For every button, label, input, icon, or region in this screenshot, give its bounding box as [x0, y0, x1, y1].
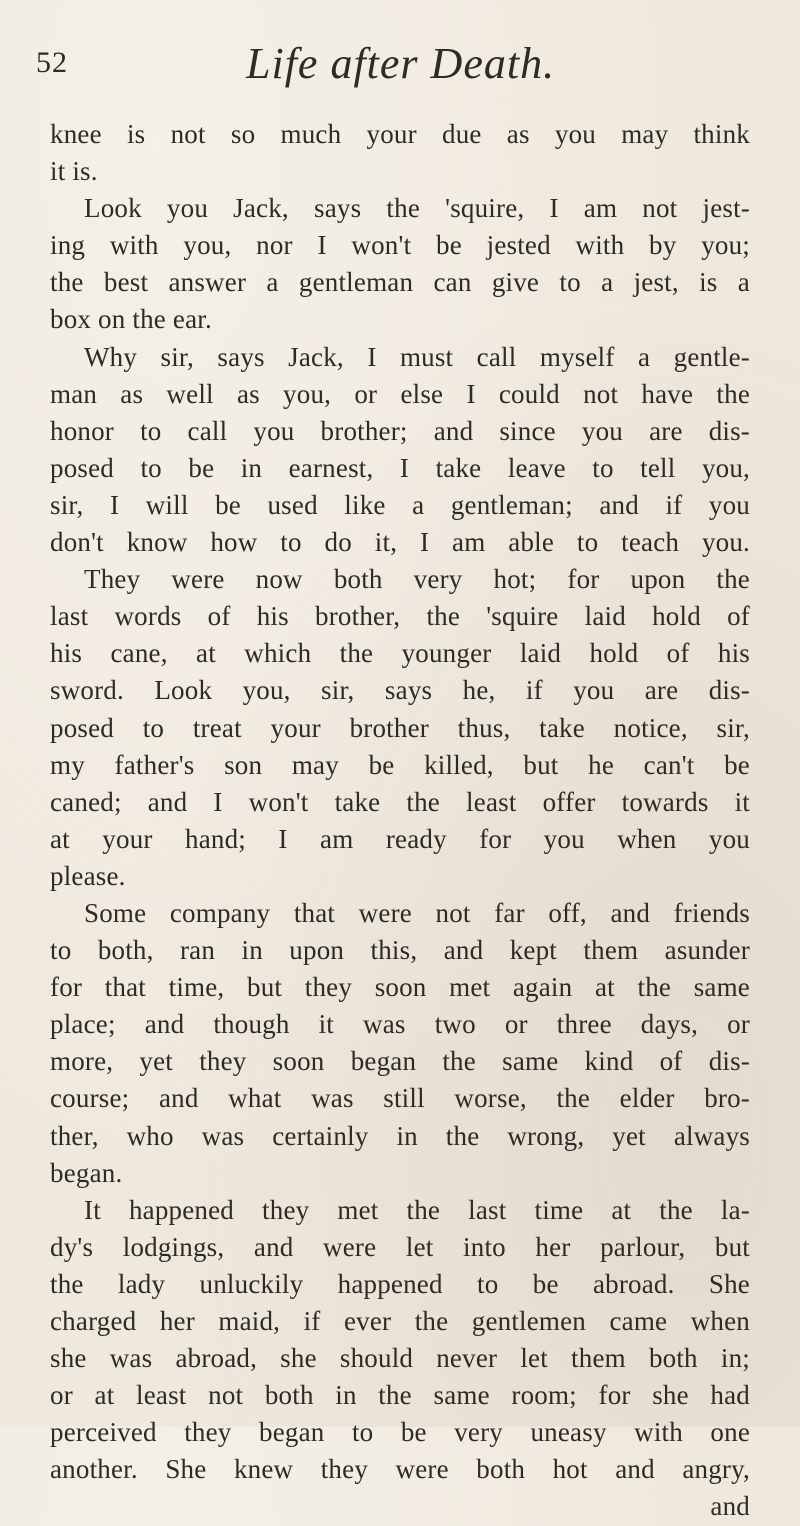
text-line: or at least not both in the same room; for she had: [50, 1380, 750, 1411]
text-line: began.: [50, 1157, 123, 1188]
text-line: charged her maid, if ever the gentlemen came when: [50, 1306, 750, 1336]
running-head: [36, 38, 766, 98]
running-title: Life after Death.: [246, 39, 556, 88]
text-line: Some company that were not far off, and friends: [84, 897, 750, 928]
text-line: my father's son may be killed, but he can't be: [50, 749, 750, 780]
text-line: posed to be in earnest, I take leave to tell you,: [50, 452, 750, 483]
text-line: please.: [50, 860, 126, 891]
text-line: sir, I will be used like a gentleman; and if you: [50, 489, 750, 520]
text-line: ing with you, nor I won't be jested with by you;: [50, 230, 750, 261]
page-number: 52: [36, 46, 68, 79]
text-line: last words of his brother, the 'squire laid hold of: [50, 601, 750, 632]
text-line: They were now both very hot; for upon the: [84, 564, 750, 595]
text-line: honor to call you brother; and since you are dis-: [50, 415, 750, 446]
text-line: the lady unluckily happened to be abroad. She: [50, 1268, 750, 1299]
text-line: man as well as you, or else I could not have the: [50, 378, 750, 409]
text-line: course; and what was still worse, the elder bro-: [50, 1083, 750, 1114]
text-line: don't know how to do it, I am able to teach you.: [50, 527, 750, 558]
text-line: more, yet they soon began the same kind of dis-: [50, 1046, 750, 1077]
text-line: sword. Look you, sir, says he, if you are dis-: [50, 675, 750, 706]
text-line: perceived they began to be very uneasy with one: [50, 1417, 750, 1448]
text-line: place; and though it was two or three days, or: [50, 1009, 750, 1040]
text-line: It happened they met the last time at the la-: [84, 1194, 750, 1225]
text-line: knee is not so much your due as you may think: [50, 119, 750, 149]
text-line: posed to treat your brother thus, take notice, sir,: [50, 712, 750, 743]
text-line: his cane, at which the younger laid hold of his: [50, 638, 750, 669]
text-line: box on the ear.: [50, 304, 212, 335]
text-line: she was abroad, she should never let them both in;: [50, 1343, 750, 1374]
text-line: Why sir, says Jack, I must call myself a gentle-: [84, 341, 750, 372]
text-line: it is.: [50, 156, 98, 187]
text-line: the best answer a gentleman can give to a jest, is a: [50, 267, 750, 298]
body-text: [50, 116, 750, 1526]
text-line: another. She knew they were both hot and angry,: [50, 1454, 750, 1485]
text-line: dy's lodgings, and were let into her parlour, but: [50, 1231, 750, 1262]
text-line: at your hand; I am ready for you when you: [50, 823, 750, 854]
text-line: Look you Jack, says the 'squire, I am not jest-: [84, 193, 750, 224]
text-line: for that time, but they soon met again at the same: [50, 972, 750, 1003]
text-line: to both, ran in upon this, and kept them asunder: [50, 935, 750, 966]
text-line: caned; and I won't take the least offer towards it: [50, 786, 750, 817]
catchword: and: [710, 1491, 750, 1522]
text-line: ther, who was certainly in the wrong, yet always: [50, 1120, 750, 1151]
